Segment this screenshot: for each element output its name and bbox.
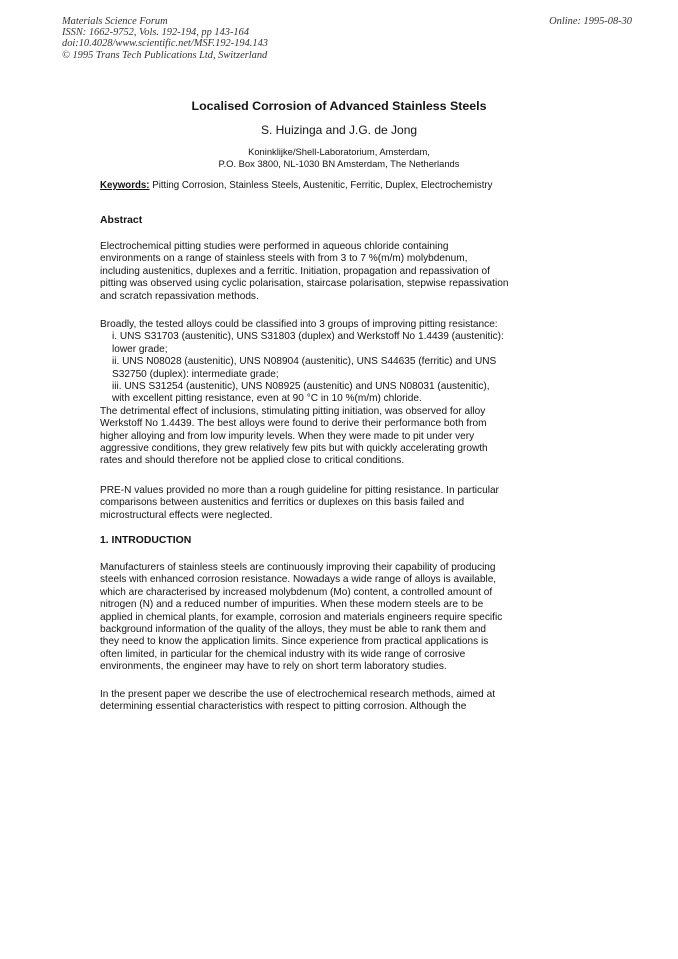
text-line: aggressive conditions, they grew relatively few pits but with quickly accelerating growth	[100, 443, 488, 455]
introduction-paragraph-1	[100, 562, 570, 674]
text-line: background information of the quality of the alloys, they must be able to rank them and	[100, 624, 487, 636]
text-line: rates and should therefore not be applied close to critical conditions.	[100, 455, 405, 467]
text-line: including austenitics, duplexes and a ferritic. Initiation, propagation and repassivation of	[100, 265, 490, 277]
text-line: PRE-N values provided no more than a rough guideline for pitting resistance. In particular	[100, 485, 499, 496]
introduction-paragraph-2	[100, 689, 570, 714]
list-item: lower grade;	[112, 343, 168, 355]
online-date: Online: 1995-08-30	[549, 16, 632, 27]
affiliation	[0, 146, 678, 170]
doi-line: doi:10.4028/www.scientific.net/MSF.192-194.143	[62, 38, 268, 50]
text-line: comparisons between austenitics and ferritics or duplexes on this basis failed and	[100, 497, 465, 509]
list-item: ii. UNS N08028 (austenitic), UNS N08904 (austenitic), UNS S44635 (ferritic) and UNS	[112, 356, 497, 368]
text-line: higher alloying and from low impurity levels. When they were made to pit under very	[100, 430, 475, 442]
text-line: Electrochemical pitting studies were performed in aqueous chloride containing	[100, 241, 449, 252]
keywords	[100, 180, 493, 191]
issn-line: ISSN: 1662-9752, Vols. 192-194, pp 143-164	[62, 27, 250, 39]
list-item: S32750 (duplex): intermediate grade;	[112, 368, 279, 380]
text-line: In the present paper we describe the use of electrochemical research methods, aimed at	[100, 689, 495, 700]
abstract-paragraph-2	[100, 319, 570, 468]
list-item: with excellent pitting resistance, even at 90 °C in 10 %(m/m) chloride.	[112, 393, 422, 405]
paper-authors: S. Huizinga and J.G. de Jong	[260, 123, 418, 137]
keywords-label: Keywords:	[100, 180, 150, 191]
text-line: they need to know the application limits. Since experience from practical applications is	[100, 636, 489, 648]
affiliation-line: P.O. Box 3800, NL-1030 BN Amsterdam, The Netherlands	[218, 158, 460, 169]
text-line: environments on a range of stainless steels with from 3 to 7 %(m/m) molybdenum,	[100, 253, 468, 265]
text-line: environments, the engineer may have to rely on short term laboratory studies.	[100, 661, 447, 673]
text-line: The detrimental effect of inclusions, stimulating pitting initiation, was observed for alloy	[100, 405, 486, 417]
abstract-paragraph-1	[100, 241, 570, 303]
journal-name: Materials Science Forum	[62, 16, 168, 27]
copyright-line: © 1995 Trans Tech Publications Ltd, Switzerland	[62, 49, 268, 61]
abstract-paragraph-3	[100, 485, 570, 522]
text-line: Manufacturers of stainless steels are continuously improving their capability of producing	[100, 562, 496, 573]
introduction-heading: 1. INTRODUCTION	[100, 535, 192, 546]
text-line: which are characterised by increased molybdenum (Mo) content, a controlled amount of	[100, 586, 493, 598]
text-line: applied in chemical plants, for example, corrosion and materials engineers require specific	[100, 611, 503, 623]
keywords-text: Pitting Corrosion, Stainless Steels, Austenitic, Ferritic, Duplex, Electrochemistry	[152, 180, 493, 191]
affiliation-line: Koninklijke/Shell-Laboratorium, Amsterdam,	[248, 146, 430, 157]
abstract-heading: Abstract	[100, 215, 143, 226]
list-item: iii. UNS S31254 (austenitic), UNS N08925 (austenitic) and UNS N08031 (austenitic),	[112, 381, 490, 393]
paper-title: Localised Corrosion of Advanced Stainless Steels	[191, 99, 487, 113]
text-line: and scratch repassivation methods.	[100, 290, 259, 302]
text-line: often limited, in particular for the chemical industry with its wide range of corrosive	[100, 648, 466, 660]
text-line: Broadly, the tested alloys could be classified into 3 groups of improving pitting resistance:	[100, 319, 498, 330]
text-line: determining essential characteristics with respect to pitting corrosion. Although the	[100, 701, 467, 713]
text-line: pitting was observed using cyclic polarisation, staircase polarisation, stepwise repassivation	[100, 278, 509, 290]
text-line: Werkstoff No 1.4439. The best alloys were found to derive their performance both from	[100, 418, 487, 430]
list-item: i. UNS S31703 (austenitic), UNS S31803 (duplex) and Werkstoff No 1.4439 (austenitic):	[112, 331, 504, 343]
journal-header	[62, 16, 268, 61]
text-line: microstructural effects were neglected.	[100, 509, 273, 521]
text-line: nitrogen (N) and a reduced number of impurities. When these modern steels are to be	[100, 599, 484, 611]
text-line: steels with enhanced corrosion resistance. Nowadays a wide range of alloys is available,	[100, 574, 497, 586]
